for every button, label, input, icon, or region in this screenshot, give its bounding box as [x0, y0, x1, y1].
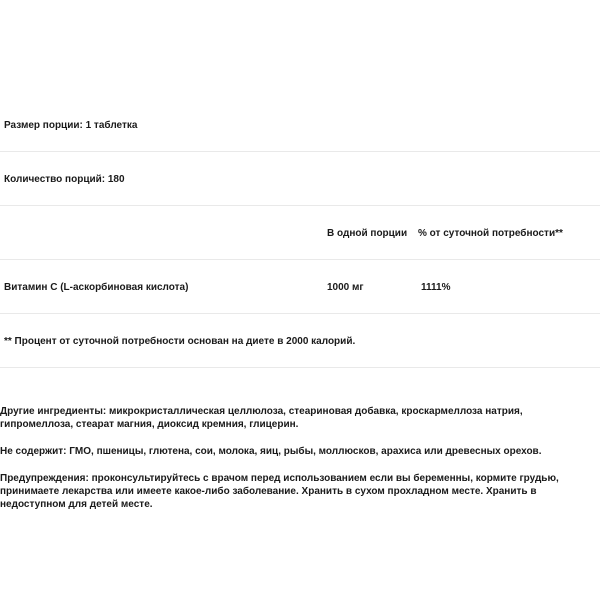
- footnote-row: [0, 314, 600, 368]
- other-ingredients-text: Другие ингредиенты: микрокристаллическая целлюлоза, стеариновая добавка, кроскармеллоза натрия, гипромеллоза, стеарат магния, диоксид кремния, глицерин.: [0, 406, 523, 430]
- servings-count-row: [0, 152, 600, 206]
- serving-size-row: [0, 98, 600, 152]
- per-serving-header: В одной порции: [327, 228, 408, 239]
- product-notes: [0, 405, 596, 525]
- does-not-contain-text: Не содержит: ГМО, пшеницы, глютена, сои, молока, яиц, рыбы, моллюсков, арахиса или древесных орехов.: [0, 446, 542, 457]
- serving-size-text: Размер порции: 1 таблетка: [4, 120, 138, 131]
- daily-value-header: % от суточной потребности**: [418, 228, 563, 239]
- servings-count-text: Количество порций: 180: [4, 174, 125, 185]
- warnings-text: Предупреждения: проконсультируйтесь с врачом перед использованием если вы беременны, кормите грудью, принимаете лекарства или имеете какое-либо заболевание. Хранить в сухом прохладном месте. Хранить в недоступном для детей месте.: [0, 473, 559, 510]
- nutrient-name: Витамин С (L-аскорбиновая кислота): [4, 282, 189, 293]
- nutrient-daily-value: 1111%: [421, 282, 451, 293]
- nutrient-amount: 1000 мг: [327, 282, 364, 293]
- footnote-text: ** Процент от суточной потребности основан на диете в 2000 калорий.: [4, 336, 356, 347]
- nutrient-row: [0, 260, 600, 314]
- supplement-facts-table: [0, 98, 600, 368]
- table-header-row: [0, 206, 600, 260]
